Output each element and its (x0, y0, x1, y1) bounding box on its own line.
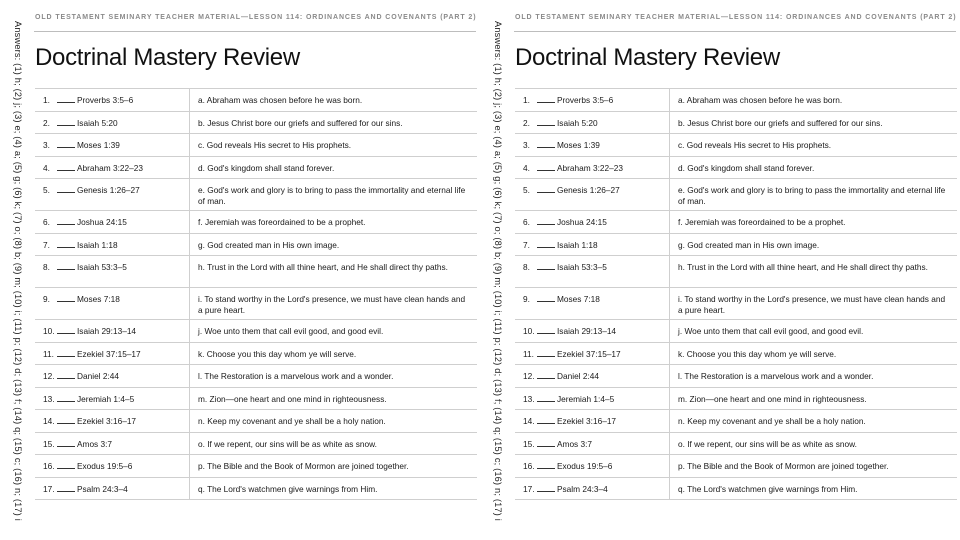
answer-blank[interactable] (537, 461, 555, 469)
table-row (35, 211, 477, 234)
reference-cell (35, 179, 190, 211)
item-number: 4. (43, 162, 50, 173)
scripture-reference: Proverbs 3:5–6 (557, 95, 614, 105)
statement-cell (190, 89, 478, 112)
matching-table (35, 88, 477, 500)
statement-cell (190, 111, 478, 134)
statement-cell (190, 432, 478, 455)
statement-cell (190, 156, 478, 179)
scripture-reference: Psalm 24:3–4 (77, 483, 128, 494)
item-number: 11. (43, 348, 54, 359)
statement-cell (670, 256, 958, 288)
statement-cell (670, 211, 958, 234)
statement-letter: m. (678, 393, 688, 404)
answer-blank[interactable] (57, 217, 75, 225)
statement-text: Keep my covenant and ye shall be a holy nation. (687, 416, 866, 426)
statement-cell (190, 365, 478, 388)
answer-blank[interactable] (537, 294, 555, 302)
answer-blank[interactable] (537, 185, 555, 193)
table-row (515, 211, 957, 234)
worksheet-page-right (490, 0, 960, 540)
lesson-header: OLD TESTAMENT SEMINARY TEACHER MATERIAL—LESSON 114: ORDINANCES AND COVENANTS (PART 2) (35, 14, 477, 21)
answer-blank[interactable] (57, 140, 75, 148)
scripture-reference: Abraham 3:22–23 (557, 162, 623, 173)
statement-letter: j. (198, 326, 203, 336)
statement-letter: h. (678, 262, 685, 272)
statement-text: God created man in His own image. (207, 239, 340, 250)
statement-letter: i. (678, 294, 683, 304)
reference-cell (35, 233, 190, 256)
table-row (515, 233, 957, 256)
statement-cell (670, 342, 958, 365)
reference-cell (35, 134, 190, 157)
statement-letter: j. (678, 326, 683, 336)
statement-text: God's kingdom shall stand forever. (207, 162, 335, 173)
reference-cell (515, 288, 670, 320)
statement-letter: k. (198, 348, 205, 359)
statement-letter: d. (678, 162, 685, 173)
statement-letter: e. (198, 185, 205, 195)
answer-blank[interactable] (537, 371, 555, 379)
item-number: 11. (523, 348, 534, 359)
statement-cell (670, 179, 958, 211)
reference-cell (515, 156, 670, 179)
answer-key-text: Answers: (1) h; (2) j; (3) e; (4) a; (5) g; (6) k; (7) o; (8) b; (9) m; (10) i; (11) p; (12) d; (13) f; (14) q; (15) c; (16) n; (17) i (493, 21, 503, 521)
statement-cell (190, 387, 478, 410)
statement-text: The Bible and the Book of Mormon are joined together. (687, 461, 889, 471)
statement-letter: a. (678, 95, 685, 105)
scripture-reference: Abraham 3:22–23 (77, 162, 143, 173)
table-row (515, 342, 957, 365)
statement-text: The Lord's watchmen give warnings from Him. (687, 483, 858, 494)
scripture-reference: Exodus 19:5–6 (557, 461, 613, 471)
reference-cell (35, 156, 190, 179)
reference-cell (35, 111, 190, 134)
statement-text: Abraham was chosen before he was born. (686, 95, 843, 105)
answer-key (490, 6, 506, 536)
table-row (35, 342, 477, 365)
statement-letter: p. (678, 461, 685, 471)
item-number: 3. (523, 140, 530, 150)
statement-cell (670, 455, 958, 478)
scripture-reference: Daniel 2:44 (77, 371, 119, 381)
answer-blank[interactable] (537, 484, 555, 492)
answer-blank[interactable] (537, 118, 555, 126)
answer-blank[interactable] (57, 163, 75, 171)
table-row (515, 432, 957, 455)
statement-letter: l. (678, 371, 683, 381)
answer-blank[interactable] (57, 484, 75, 492)
table-row (35, 410, 477, 433)
table-row (515, 320, 957, 343)
scripture-reference: Isaiah 1:18 (557, 239, 598, 250)
statement-cell (190, 288, 478, 320)
scripture-reference: Genesis 1:26–27 (77, 185, 140, 195)
statement-letter: g. (198, 239, 205, 250)
table-row (515, 455, 957, 478)
statement-text: To stand worthy in the Lord's presence, we must have clean hands and a pure heart. (678, 294, 946, 315)
statement-text: The Restoration is a marvelous work and a wonder. (684, 371, 874, 381)
statement-text: If we repent, our sins will be as white as snow. (687, 438, 857, 449)
statement-cell (670, 320, 958, 343)
item-number: 9. (523, 294, 530, 304)
reference-cell (515, 387, 670, 410)
statement-letter: i. (198, 294, 203, 304)
statement-text: Jeremiah was foreordained to be a prophet. (204, 217, 366, 227)
item-number: 6. (523, 217, 530, 227)
table-row (515, 410, 957, 433)
reference-cell (35, 455, 190, 478)
scripture-reference: Jeremiah 1:4–5 (557, 393, 615, 404)
statement-letter: c. (678, 140, 685, 150)
statement-text: Woe unto them that call evil good, and good evil. (204, 326, 384, 336)
answer-blank[interactable] (57, 439, 75, 447)
item-number: 10. (523, 326, 535, 336)
statement-letter: c. (198, 140, 205, 150)
answer-blank[interactable] (537, 163, 555, 171)
statement-cell (190, 256, 478, 288)
statement-text: The Restoration is a marvelous work and a wonder. (204, 371, 394, 381)
statement-letter: o. (678, 438, 685, 449)
statement-letter: n. (678, 416, 685, 426)
scripture-reference: Isaiah 29:13–14 (77, 326, 137, 336)
scripture-reference: Moses 1:39 (557, 140, 600, 150)
table-row (35, 387, 477, 410)
reference-cell (35, 432, 190, 455)
item-number: 2. (523, 117, 530, 128)
item-number: 4. (523, 162, 530, 173)
reference-cell (35, 256, 190, 288)
statement-cell (670, 387, 958, 410)
page-title: Doctrinal Mastery Review (515, 44, 780, 71)
table-row (35, 365, 477, 388)
reference-cell (515, 89, 670, 112)
statement-text: God reveals His secret to His prophets. (686, 140, 832, 150)
statement-letter: e. (678, 185, 685, 195)
statement-cell (670, 89, 958, 112)
answer-blank[interactable] (537, 416, 555, 424)
scripture-reference: Genesis 1:26–27 (557, 185, 620, 195)
statement-text: Trust in the Lord with all thine heart, and He shall direct thy paths. (687, 262, 928, 272)
statement-cell (670, 432, 958, 455)
reference-cell (35, 211, 190, 234)
answer-blank[interactable] (57, 461, 75, 469)
answer-blank[interactable] (57, 294, 75, 302)
statement-text: Abraham was chosen before he was born. (206, 95, 363, 105)
statement-letter: n. (198, 416, 205, 426)
statement-cell (190, 179, 478, 211)
answer-blank[interactable] (57, 326, 75, 334)
answer-blank[interactable] (537, 217, 555, 225)
table-row (35, 156, 477, 179)
scripture-reference: Ezekiel 3:16–17 (77, 416, 137, 426)
reference-cell (515, 320, 670, 343)
reference-cell (515, 410, 670, 433)
reference-cell (515, 342, 670, 365)
statement-text: God reveals His secret to His prophets. (206, 140, 352, 150)
table-row (515, 134, 957, 157)
statement-letter: l. (198, 371, 203, 381)
scripture-reference: Ezekiel 3:16–17 (557, 416, 617, 426)
statement-cell (190, 342, 478, 365)
item-number: 17. (43, 483, 55, 494)
item-number: 15. (523, 438, 535, 449)
statement-cell (670, 477, 958, 500)
answer-blank[interactable] (57, 371, 75, 379)
header-divider (34, 31, 476, 32)
scripture-reference: Joshua 24:15 (557, 217, 607, 227)
table-row (35, 256, 477, 288)
answer-blank[interactable] (57, 240, 75, 248)
reference-cell (515, 134, 670, 157)
statement-cell (190, 211, 478, 234)
statement-cell (190, 477, 478, 500)
item-number: 7. (523, 239, 530, 250)
statement-letter: d. (198, 162, 205, 173)
item-number: 13. (523, 393, 535, 404)
statement-cell (670, 410, 958, 433)
scripture-reference: Exodus 19:5–6 (77, 461, 133, 471)
answer-key (10, 6, 26, 536)
scripture-reference: Psalm 24:3–4 (557, 483, 608, 494)
table-row (35, 233, 477, 256)
scripture-reference: Amos 3:7 (557, 438, 593, 449)
statement-text: Jeremiah was foreordained to be a prophet. (684, 217, 846, 227)
statement-cell (670, 111, 958, 134)
item-number: 14. (43, 416, 55, 426)
table-row (515, 365, 957, 388)
statement-letter: p. (198, 461, 205, 471)
answer-blank[interactable] (537, 349, 555, 357)
table-row (35, 179, 477, 211)
statement-cell (670, 233, 958, 256)
answer-blank[interactable] (537, 140, 555, 148)
statement-cell (670, 288, 958, 320)
answer-blank[interactable] (57, 185, 75, 193)
statement-text: If we repent, our sins will be as white as snow. (207, 438, 377, 449)
item-number: 3. (43, 140, 50, 150)
statement-letter: f. (678, 217, 683, 227)
statement-letter: h. (198, 262, 205, 272)
answer-blank[interactable] (57, 95, 75, 103)
scripture-reference: Isaiah 53:3–5 (557, 262, 607, 272)
scripture-reference: Isaiah 5:20 (77, 117, 118, 128)
table-row (515, 387, 957, 410)
page-title: Doctrinal Mastery Review (35, 44, 300, 71)
header-divider (514, 31, 956, 32)
item-number: 10. (43, 326, 55, 336)
item-number: 16. (523, 461, 535, 471)
table-row (35, 134, 477, 157)
reference-cell (35, 320, 190, 343)
table-row (35, 111, 477, 134)
scripture-reference: Isaiah 29:13–14 (557, 326, 617, 336)
statement-cell (190, 320, 478, 343)
scripture-reference: Daniel 2:44 (557, 371, 599, 381)
item-number: 8. (43, 262, 50, 272)
item-number: 5. (43, 185, 50, 195)
statement-cell (670, 365, 958, 388)
scripture-reference: Joshua 24:15 (77, 217, 127, 227)
item-number: 17. (523, 483, 535, 494)
statement-text: The Bible and the Book of Mormon are joined together. (207, 461, 409, 471)
statement-cell (190, 410, 478, 433)
answer-blank[interactable] (537, 240, 555, 248)
table-row (35, 432, 477, 455)
item-number: 12. (43, 371, 55, 381)
reference-cell (515, 111, 670, 134)
reference-cell (515, 211, 670, 234)
table-row (515, 89, 957, 112)
statement-text: God's work and glory is to bring to pass the immortality and eternal life of man. (678, 185, 946, 206)
reference-cell (35, 288, 190, 320)
answer-blank[interactable] (57, 118, 75, 126)
statement-text: Choose you this day whom ye will serve. (206, 348, 357, 359)
table-row (515, 156, 957, 179)
statement-letter: g. (678, 239, 685, 250)
table-row (35, 288, 477, 320)
reference-cell (515, 179, 670, 211)
answer-blank[interactable] (537, 326, 555, 334)
answer-blank[interactable] (57, 416, 75, 424)
item-number: 12. (523, 371, 535, 381)
statement-letter: k. (678, 348, 685, 359)
statement-letter: b. (198, 117, 205, 128)
table-row (35, 455, 477, 478)
scripture-reference: Isaiah 53:3–5 (77, 262, 127, 272)
statement-letter: o. (198, 438, 205, 449)
scripture-reference: Proverbs 3:5–6 (77, 95, 134, 105)
table-row (515, 179, 957, 211)
statement-text: The Lord's watchmen give warnings from Him. (207, 483, 378, 494)
table-row (35, 477, 477, 500)
item-number: 15. (43, 438, 55, 449)
item-number: 6. (43, 217, 50, 227)
reference-cell (35, 387, 190, 410)
item-number: 1. (43, 95, 50, 105)
answer-blank[interactable] (57, 394, 75, 402)
scripture-reference: Moses 1:39 (77, 140, 120, 150)
reference-cell (515, 432, 670, 455)
item-number: 5. (523, 185, 530, 195)
table-row (515, 288, 957, 320)
scripture-reference: Isaiah 5:20 (557, 117, 598, 128)
scripture-reference: Isaiah 1:18 (77, 239, 118, 250)
reference-cell (515, 455, 670, 478)
reference-cell (515, 365, 670, 388)
answer-blank[interactable] (537, 262, 555, 270)
statement-cell (190, 134, 478, 157)
item-number: 13. (43, 393, 55, 404)
item-number: 14. (523, 416, 535, 426)
reference-cell (35, 477, 190, 500)
statement-text: God created man in His own image. (687, 239, 820, 250)
scripture-reference: Moses 7:18 (557, 294, 600, 304)
statement-letter: q. (678, 483, 685, 494)
statement-text: Jesus Christ bore our griefs and suffered for our sins. (687, 117, 883, 128)
matching-table (515, 88, 957, 500)
reference-cell (515, 256, 670, 288)
item-number: 9. (43, 294, 50, 304)
scripture-reference: Amos 3:7 (77, 438, 113, 449)
statement-letter: f. (198, 217, 203, 227)
table-row (35, 320, 477, 343)
reference-cell (35, 365, 190, 388)
scripture-reference: Ezekiel 37:15–17 (557, 348, 621, 359)
reference-cell (35, 89, 190, 112)
item-number: 1. (523, 95, 530, 105)
reference-cell (515, 477, 670, 500)
statement-letter: a. (198, 95, 205, 105)
statement-text: To stand worthy in the Lord's presence, we must have clean hands and a pure heart. (198, 294, 466, 315)
item-number: 8. (523, 262, 530, 272)
scripture-reference: Ezekiel 37:15–17 (77, 348, 141, 359)
table-row (515, 111, 957, 134)
item-number: 16. (43, 461, 55, 471)
statement-text: Trust in the Lord with all thine heart, and He shall direct thy paths. (207, 262, 448, 272)
table-row (35, 89, 477, 112)
statement-text: God's kingdom shall stand forever. (687, 162, 815, 173)
answer-blank[interactable] (57, 262, 75, 270)
scripture-reference: Moses 7:18 (77, 294, 120, 304)
statement-text: Zion—one heart and one mind in righteousness. (209, 393, 387, 404)
item-number: 7. (43, 239, 50, 250)
reference-cell (35, 410, 190, 433)
statement-text: Choose you this day whom ye will serve. (686, 348, 837, 359)
answer-blank[interactable] (537, 95, 555, 103)
statement-cell (670, 156, 958, 179)
statement-cell (670, 134, 958, 157)
item-number: 2. (43, 117, 50, 128)
statement-letter: m. (198, 393, 208, 404)
statement-text: Keep my covenant and ye shall be a holy nation. (207, 416, 386, 426)
reference-cell (35, 342, 190, 365)
lesson-header: OLD TESTAMENT SEMINARY TEACHER MATERIAL—LESSON 114: ORDINANCES AND COVENANTS (PART 2) (515, 14, 957, 21)
answer-blank[interactable] (57, 349, 75, 357)
answer-blank[interactable] (537, 394, 555, 402)
worksheet-page-left (10, 0, 480, 540)
statement-letter: b. (678, 117, 685, 128)
statement-letter: q. (198, 483, 205, 494)
statement-cell (190, 233, 478, 256)
statement-text: God's work and glory is to bring to pass the immortality and eternal life of man. (198, 185, 466, 206)
answer-blank[interactable] (537, 439, 555, 447)
table-row (515, 477, 957, 500)
statement-text: Zion—one heart and one mind in righteousness. (689, 393, 867, 404)
answer-key-text: Answers: (1) h; (2) j; (3) e; (4) a; (5) g; (6) k; (7) o; (8) b; (9) m; (10) i; (11) p; (12) d; (13) f; (14) q; (15) c; (16) n; (17) i (13, 21, 23, 521)
statement-text: Jesus Christ bore our griefs and suffered for our sins. (207, 117, 403, 128)
scripture-reference: Jeremiah 1:4–5 (77, 393, 135, 404)
statement-text: Woe unto them that call evil good, and good evil. (684, 326, 864, 336)
table-row (515, 256, 957, 288)
reference-cell (515, 233, 670, 256)
statement-cell (190, 455, 478, 478)
